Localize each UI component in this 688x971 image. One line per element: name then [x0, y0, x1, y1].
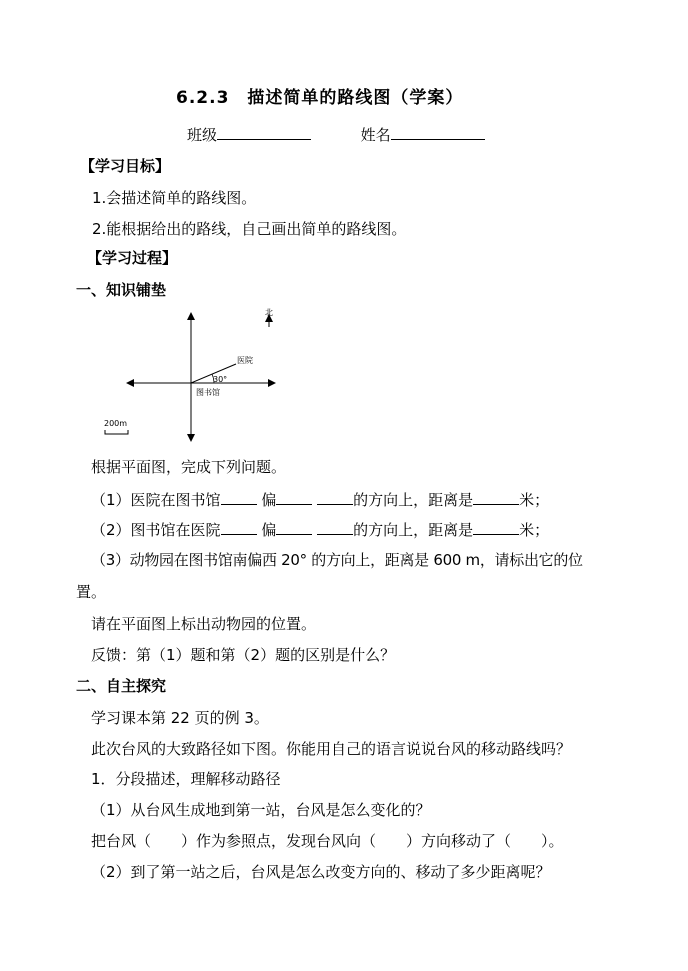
q1-part-d: 米；: [519, 491, 550, 509]
goal-2: 2.能根据给出的路线，自己画出简单的路线图。: [92, 220, 407, 238]
reference-text: 把台风（ ）作为参照点，发现台风向（ ）方向移动了（ ）。: [91, 832, 564, 850]
q1-blank-2[interactable]: [276, 489, 312, 505]
scale-label: 200m: [104, 419, 128, 428]
class-name-row: [187, 124, 485, 145]
sub-question-1: （1）从台风生成地到第一站，台风是怎么变化的？: [91, 801, 431, 819]
route-diagram: [96, 302, 296, 452]
q2-blank-4[interactable]: [473, 519, 519, 535]
section1-heading: 一、知识铺垫: [76, 281, 167, 299]
feedback-text: 反馈：第（1）题和第（2）题的区别是什么？: [91, 646, 396, 664]
q1-part-b: 偏: [261, 491, 277, 509]
north-label: 北: [265, 308, 273, 317]
goals-heading: 【学习目标】: [80, 157, 171, 175]
question-3-line2: 置。: [76, 583, 107, 601]
q2-part-d: 米；: [519, 521, 550, 539]
sub-question-2: （2）到了第一站之后，台风是怎么改变方向的、移动了多少距离呢？: [91, 863, 551, 881]
library-label: 图书馆: [196, 388, 220, 397]
q2-part-c: 的方向上，距离是: [353, 521, 474, 539]
mark-instruction: 请在平面图上标出动物园的位置。: [91, 615, 317, 633]
name-blank[interactable]: [391, 124, 485, 140]
typhoon-text: 此次台风的大致路径如下图。你能用自己的语言说说台风的移动路线吗？: [91, 740, 572, 758]
q1-part-a: （1）医院在图书馆: [91, 491, 221, 509]
q1-blank-1[interactable]: [221, 489, 257, 505]
question-1: [91, 489, 549, 510]
question-2: [91, 519, 549, 540]
question-3-line1: （3）动物园在图书馆南偏西 20° 的方向上，距离是 600 m，请标出它的位: [91, 551, 583, 569]
section2-heading: 二、自主探究: [76, 677, 167, 695]
study-text: 学习课本第 22 页的例 3。: [91, 709, 269, 727]
step-1-text: 1．分段描述，理解移动路径: [91, 770, 281, 788]
process-heading: 【学习过程】: [87, 249, 178, 267]
class-blank[interactable]: [217, 124, 311, 140]
class-label: 班级: [187, 126, 218, 144]
angle-label: 30°: [213, 375, 228, 384]
q1-blank-4[interactable]: [473, 489, 519, 505]
q2-blank-2[interactable]: [276, 519, 312, 535]
page-title: 6.2.3 描述简单的路线图（学案）: [176, 88, 464, 108]
q2-part-b: 偏: [261, 521, 277, 539]
intro-text: 根据平面图，完成下列问题。: [91, 458, 287, 476]
hospital-label: 医院: [237, 356, 253, 365]
q2-part-a: （2）图书馆在医院: [91, 521, 221, 539]
scale-bar: [105, 430, 128, 434]
q1-part-c: 的方向上，距离是: [353, 491, 474, 509]
name-label: 姓名: [360, 126, 391, 144]
q1-blank-3[interactable]: [317, 489, 353, 505]
goal-1: 1.会描述简单的路线图。: [92, 189, 257, 207]
q2-blank-3[interactable]: [317, 519, 353, 535]
q2-blank-1[interactable]: [221, 519, 257, 535]
